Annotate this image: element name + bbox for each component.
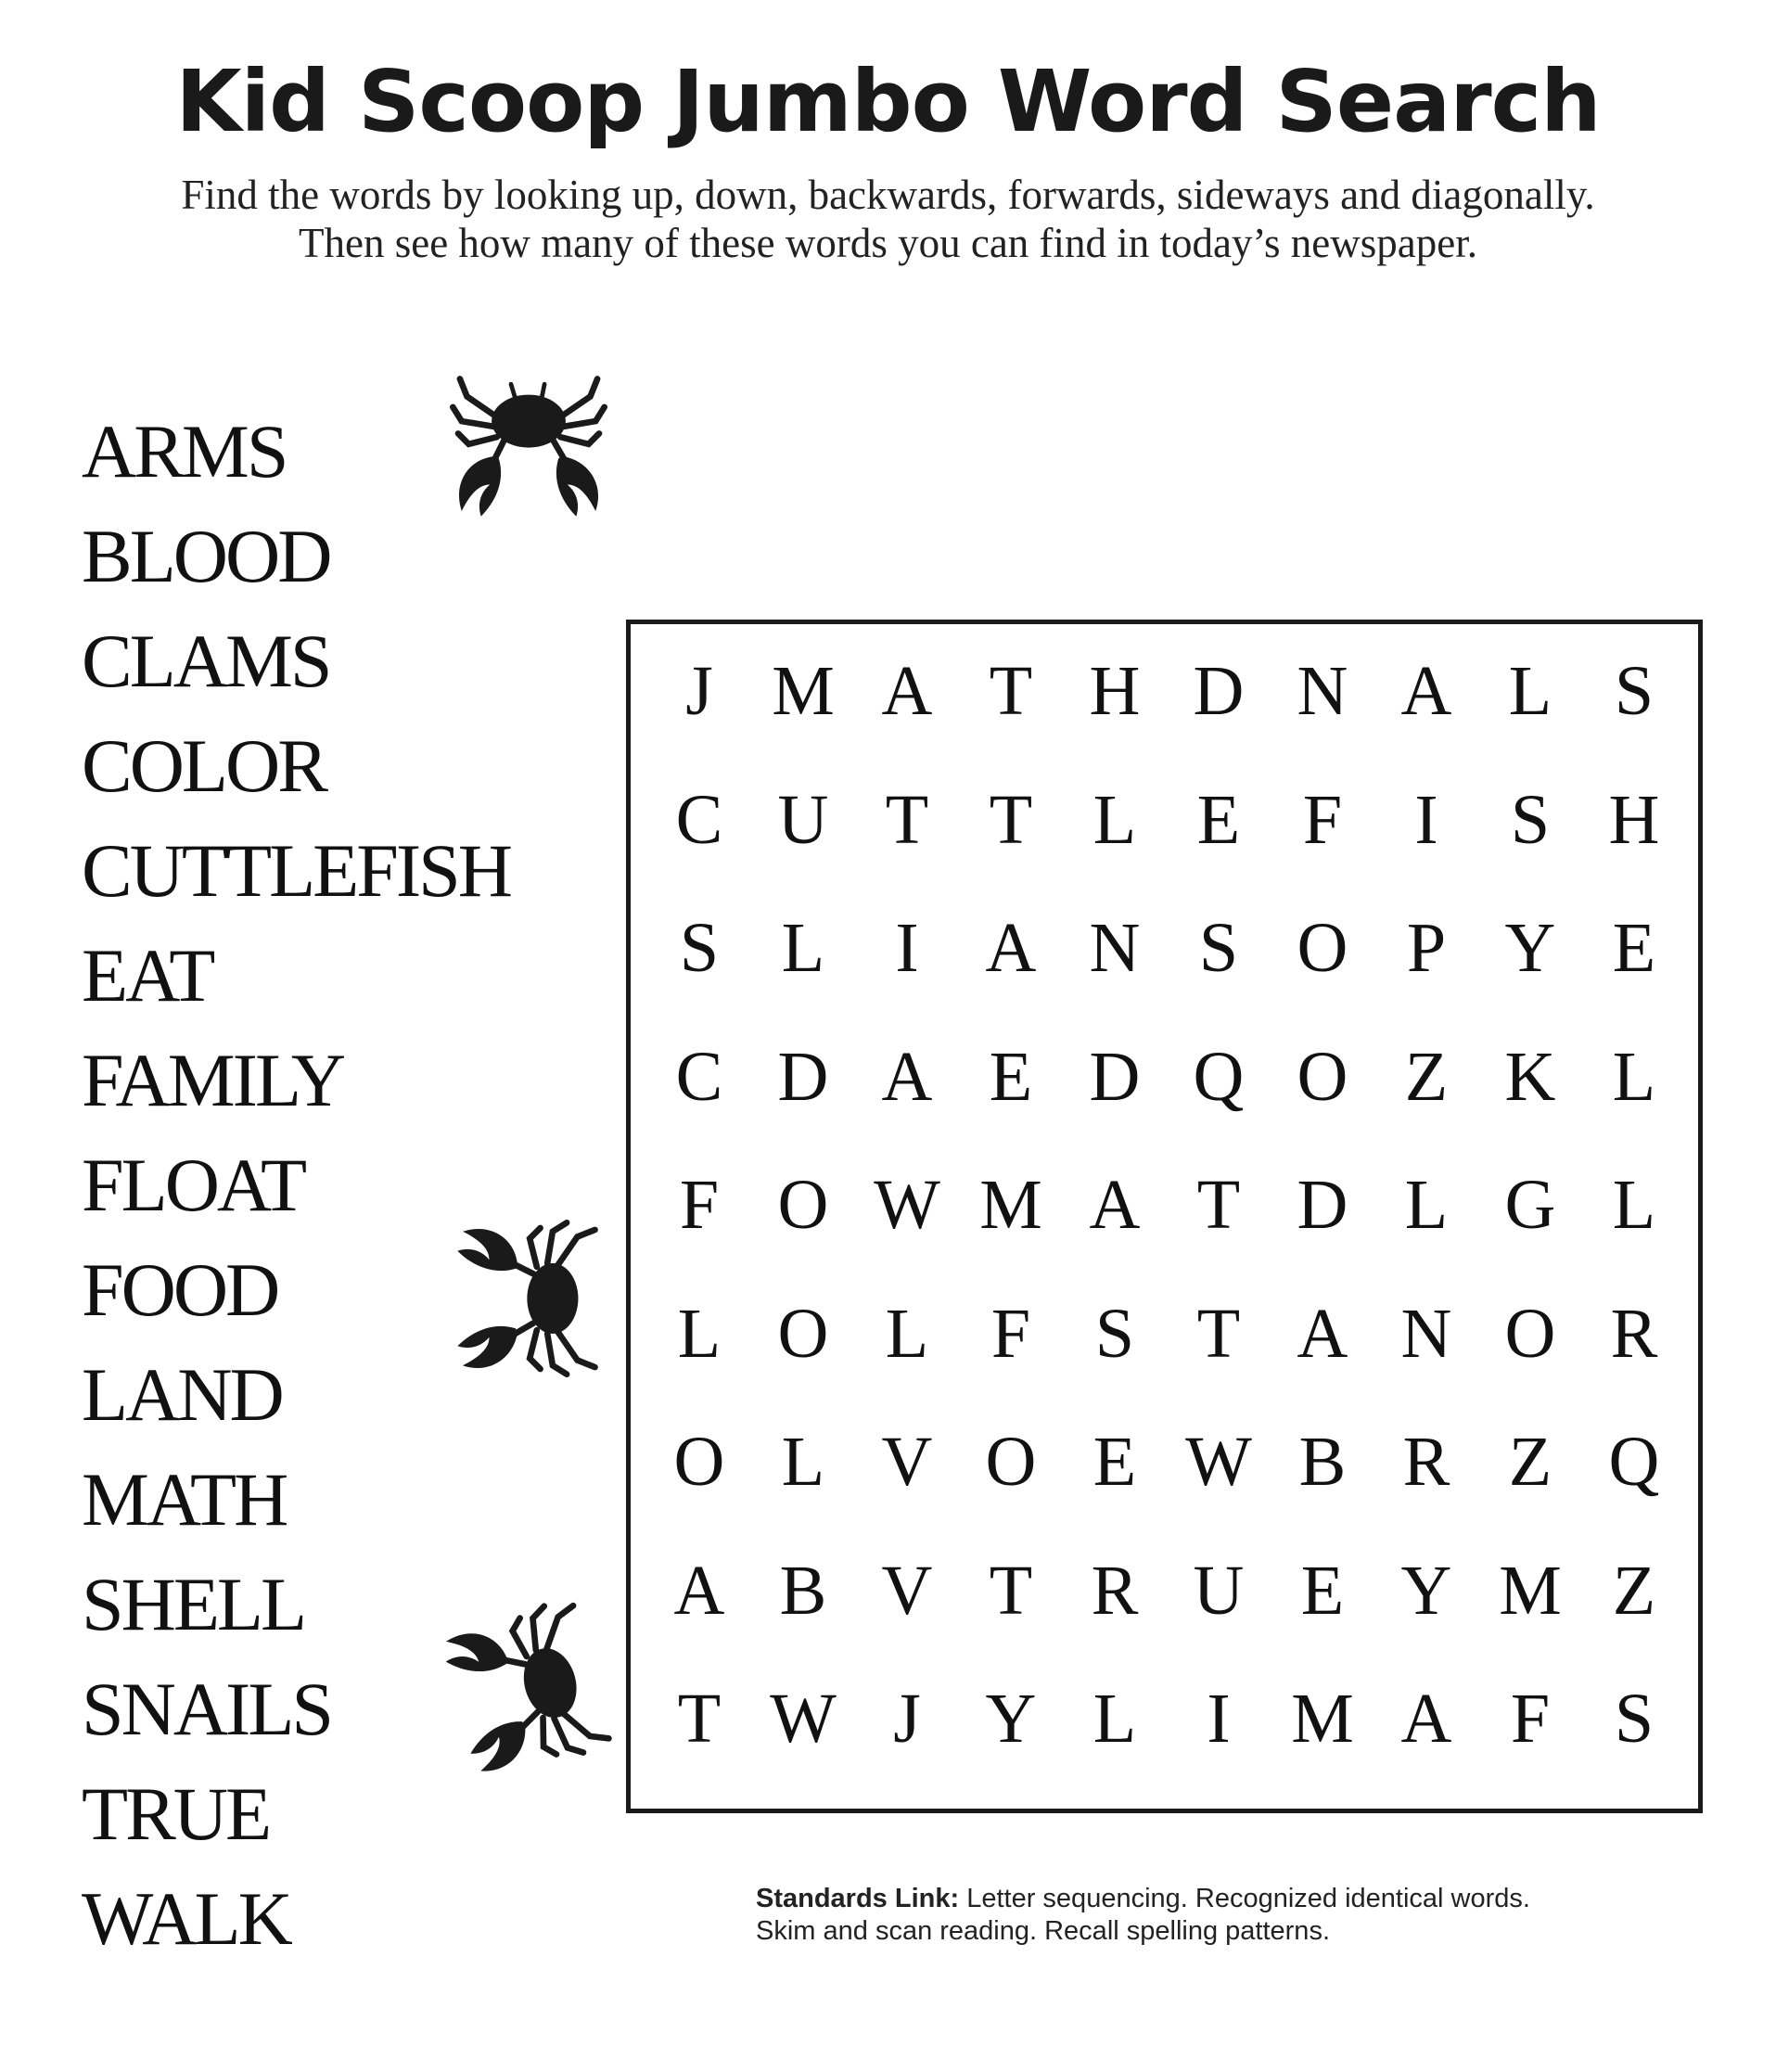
grid-cell[interactable]: N	[1400, 1294, 1452, 1373]
grid-cell[interactable]: L	[1612, 1037, 1656, 1116]
grid-cell[interactable]: S	[1614, 1680, 1655, 1758]
grid-cell[interactable]: L	[677, 1294, 722, 1373]
grid-cell[interactable]: O	[985, 1423, 1037, 1501]
grid-cell[interactable]: L	[885, 1294, 929, 1373]
grid-cell[interactable]: D	[1297, 1166, 1348, 1244]
grid-cell[interactable]: T	[677, 1680, 722, 1758]
grid-cell[interactable]: Q	[1193, 1037, 1245, 1116]
grid-cell[interactable]: I	[1207, 1680, 1231, 1758]
grid-row	[631, 1158, 1698, 1251]
grid-cell[interactable]: E	[1196, 780, 1241, 859]
grid-cell[interactable]: J	[685, 652, 713, 730]
standards-line-2: Skim and scan reading. Recall spelling patterns.	[756, 1916, 1330, 1946]
grid-row	[631, 1544, 1698, 1637]
grid-cell[interactable]: S	[1614, 652, 1655, 730]
grid-cell[interactable]: G	[1504, 1166, 1556, 1244]
grid-cell[interactable]: L	[1404, 1166, 1449, 1244]
grid-cell[interactable]: E	[989, 1037, 1033, 1116]
grid-cell[interactable]: A	[673, 1551, 725, 1630]
grid-cell[interactable]: E	[1092, 1423, 1137, 1501]
instructions-line-1: Find the words by looking up, down, backwards, forwards, sideways and diagonally.	[181, 172, 1595, 218]
grid-cell[interactable]: T	[1196, 1294, 1241, 1373]
grid-cell[interactable]: C	[675, 780, 723, 859]
word-search-grid	[626, 620, 1703, 1813]
grid-cell[interactable]: W	[770, 1680, 837, 1758]
grid-cell[interactable]: A	[985, 909, 1037, 987]
grid-cell[interactable]: F	[1302, 780, 1343, 859]
grid-cell[interactable]: L	[781, 1423, 825, 1501]
grid-cell[interactable]: M	[979, 1166, 1042, 1244]
grid-cell[interactable]: A	[1400, 652, 1452, 730]
grid-cell[interactable]: Q	[1608, 1423, 1660, 1501]
grid-cell[interactable]: N	[1089, 909, 1141, 987]
grid-cell[interactable]: F	[679, 1166, 720, 1244]
grid-cell[interactable]: Y	[985, 1680, 1037, 1758]
word-item: WALK	[82, 1876, 290, 1961]
grid-cell[interactable]: E	[1612, 909, 1656, 987]
grid-cell[interactable]: R	[1610, 1294, 1658, 1373]
grid-cell[interactable]: L	[1612, 1166, 1656, 1244]
grid-cell[interactable]: Z	[1612, 1551, 1656, 1630]
grid-cell[interactable]: F	[1510, 1680, 1551, 1758]
grid-row	[631, 902, 1698, 994]
grid-row	[631, 1287, 1698, 1380]
grid-cell[interactable]: K	[1504, 1037, 1556, 1116]
page-title: Kid Scoop Jumbo Word Search	[175, 52, 1601, 151]
word-item: LAND	[82, 1352, 282, 1437]
grid-cell[interactable]: N	[1297, 652, 1348, 730]
word-item: COLOR	[82, 723, 326, 808]
grid-cell[interactable]: O	[777, 1166, 829, 1244]
grid-row	[631, 1030, 1698, 1123]
grid-cell[interactable]: H	[1608, 780, 1660, 859]
grid-row	[631, 1672, 1698, 1765]
grid-cell[interactable]: B	[779, 1551, 827, 1630]
grid-cell[interactable]: O	[1504, 1294, 1556, 1373]
grid-cell[interactable]: E	[1300, 1551, 1345, 1630]
word-item: CUTTLEFISH	[82, 828, 510, 913]
grid-cell[interactable]: U	[1193, 1551, 1245, 1630]
word-item: EAT	[82, 933, 213, 1017]
grid-row	[631, 1415, 1698, 1508]
standards-link	[756, 1883, 1530, 1948]
grid-cell[interactable]: V	[881, 1423, 933, 1501]
grid-cell[interactable]: T	[885, 780, 929, 859]
grid-cell[interactable]: M	[772, 652, 835, 730]
grid-cell[interactable]: O	[1297, 1037, 1348, 1116]
grid-cell[interactable]: M	[1499, 1551, 1562, 1630]
grid-cell[interactable]: D	[1193, 652, 1245, 730]
grid-cell[interactable]: O	[777, 1294, 829, 1373]
grid-cell[interactable]: O	[1297, 909, 1348, 987]
grid-cell[interactable]: A	[881, 1037, 933, 1116]
grid-cell[interactable]: F	[990, 1294, 1031, 1373]
grid-cell[interactable]: S	[1198, 909, 1239, 987]
grid-cell[interactable]: U	[777, 780, 829, 859]
grid-cell[interactable]: Z	[1404, 1037, 1449, 1116]
word-item: CLAMS	[82, 619, 330, 703]
crab-icon	[445, 1210, 621, 1387]
instructions-line-2: Then see how many of these words you can find in today’s newspaper.	[299, 220, 1477, 266]
grid-cell[interactable]: P	[1406, 909, 1447, 987]
word-item: FLOAT	[82, 1143, 305, 1227]
grid-row	[631, 645, 1698, 737]
grid-cell[interactable]: W	[1185, 1423, 1252, 1501]
grid-cell[interactable]: C	[675, 1037, 723, 1116]
grid-cell[interactable]: Z	[1508, 1423, 1552, 1501]
grid-cell[interactable]: A	[881, 652, 933, 730]
crab-icon	[443, 1600, 620, 1776]
grid-cell[interactable]: O	[673, 1423, 725, 1501]
grid-cell[interactable]: L	[781, 909, 825, 987]
grid-cell[interactable]: A	[1089, 1166, 1141, 1244]
standards-label: Standards Link:	[756, 1884, 960, 1913]
word-item: FAMILY	[82, 1038, 344, 1122]
grid-cell[interactable]: L	[1092, 780, 1137, 859]
grid-cell[interactable]: I	[1414, 780, 1438, 859]
grid-cell[interactable]: B	[1298, 1423, 1347, 1501]
grid-cell[interactable]: A	[1400, 1680, 1452, 1758]
standards-line-1: Letter sequencing. Recognized identical words.	[966, 1884, 1530, 1913]
grid-cell[interactable]: T	[989, 780, 1033, 859]
grid-cell[interactable]: Y	[1400, 1551, 1452, 1630]
grid-cell[interactable]: D	[777, 1037, 829, 1116]
grid-cell[interactable]: J	[893, 1680, 921, 1758]
word-item: ARMS	[82, 409, 287, 493]
grid-cell[interactable]: M	[1291, 1680, 1354, 1758]
grid-cell[interactable]: Y	[1504, 909, 1556, 987]
grid-cell[interactable]: T	[989, 1551, 1033, 1630]
word-item: FOOD	[82, 1247, 278, 1332]
word-item: BLOOD	[82, 514, 330, 598]
grid-row	[631, 774, 1698, 866]
word-item: SNAILS	[82, 1667, 332, 1751]
grid-cell[interactable]: S	[679, 909, 720, 987]
word-item: SHELL	[82, 1562, 305, 1646]
grid-cell[interactable]: T	[989, 652, 1033, 730]
grid-cell[interactable]: I	[895, 909, 919, 987]
word-item: TRUE	[82, 1771, 270, 1856]
crab-icon	[441, 352, 617, 529]
word-item: MATH	[82, 1457, 287, 1541]
grid-cell[interactable]: T	[1196, 1166, 1241, 1244]
grid-cell[interactable]: A	[1297, 1294, 1348, 1373]
grid-cell[interactable]: W	[874, 1166, 940, 1244]
grid-cell[interactable]: L	[1508, 652, 1552, 730]
grid-cell[interactable]: L	[1092, 1680, 1137, 1758]
grid-cell[interactable]: R	[1402, 1423, 1450, 1501]
grid-cell[interactable]: V	[881, 1551, 933, 1630]
grid-cell[interactable]: S	[1094, 1294, 1135, 1373]
grid-cell[interactable]: D	[1089, 1037, 1141, 1116]
grid-cell[interactable]: S	[1510, 780, 1551, 859]
grid-cell[interactable]: H	[1089, 652, 1141, 730]
grid-cell[interactable]: R	[1091, 1551, 1139, 1630]
